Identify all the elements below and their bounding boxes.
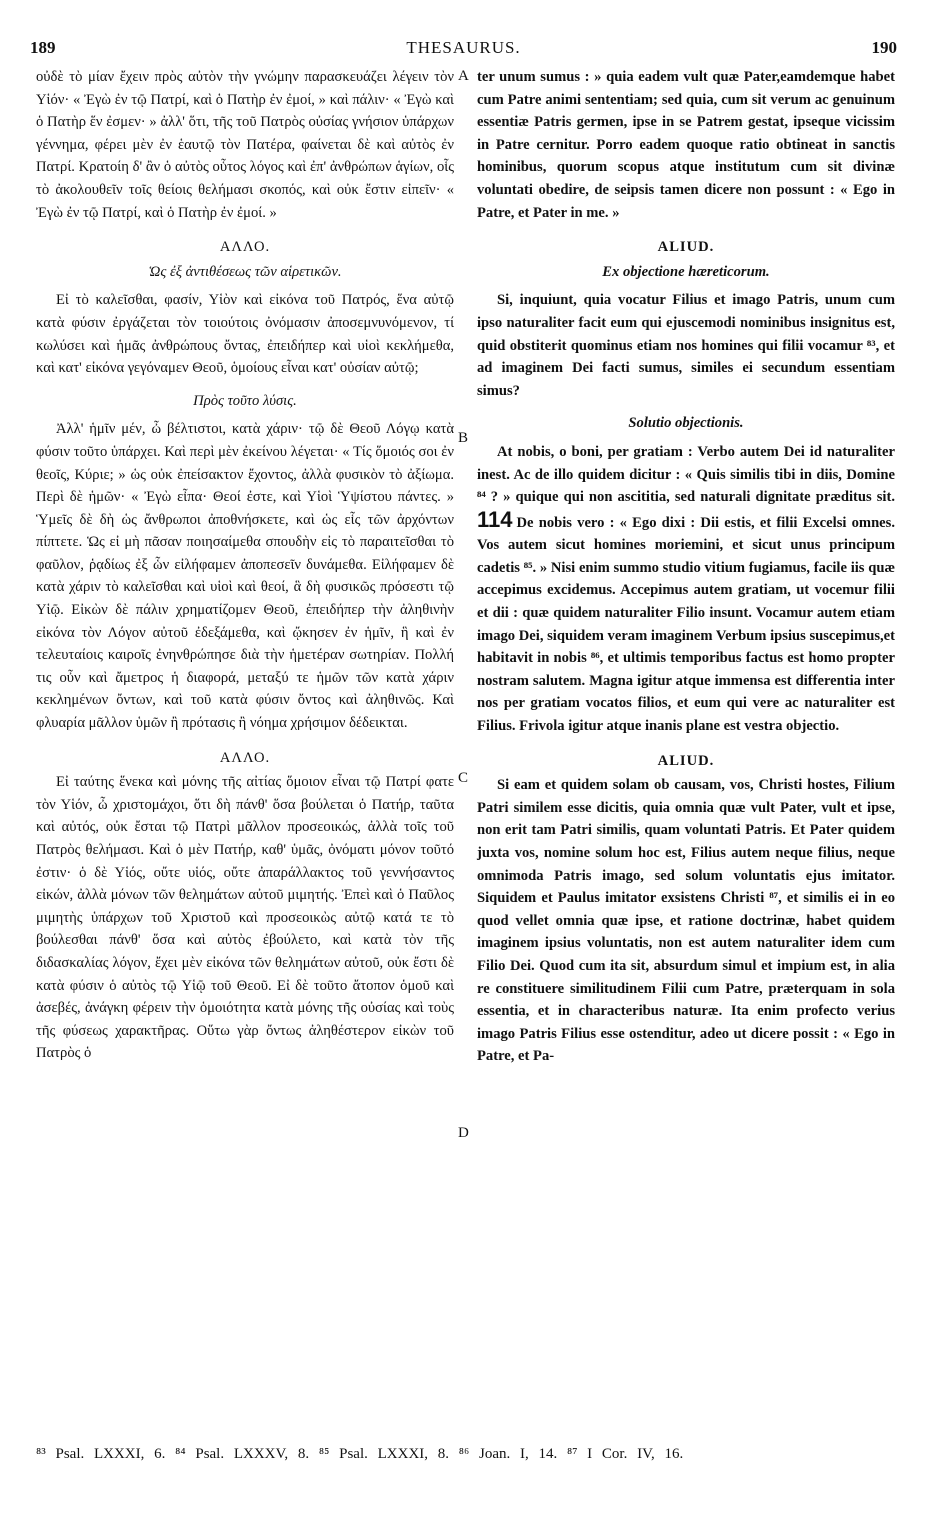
margin-letter-c: C	[458, 770, 469, 786]
latin-paragraph-3	[477, 441, 895, 738]
left-page-number: 189	[30, 38, 56, 57]
margin-letter-b: B	[458, 430, 469, 446]
latin-subheading-2: Solutio objectionis.	[628, 415, 744, 432]
greek-paragraph-1: οὐδὲ τὸ μίαν ἔχειν πρὸς αὐτὸν τὴν γνώμην παρασκευάζει λέγειν τὸν Υἱόν· « Ἐγὼ ἐν τῷ Πατρί, καὶ ὁ Πατὴρ ἐν ἐμοί, » καὶ πάλιν· « Ἐγὼ καὶ ὁ Πατὴρ ἕν ἐσμεν· » ἀλλ' ὅτι, τῆς τοῦ Πατρὸς οὐσίας γνήσιον ὑπάρχων γέννημα, φέρει μὲν ἐν ἑαυτῷ τὸν Πατέρα, φαίνεται δὲ καὶ αὐτὸς ἐν Πατρί. Κρατοίη δ' ἂν ὁ αὐτὸς οὗτος λόγος καὶ ἐπ' ἀνθρώπων ἁγίων, οἷς τὸ ἀκολουθεῖν τοῖς θείοις θελήμασι σκοπός, καὶ οὐκ ἔστιν εἰπεῖν· « Ἐγὼ ἐν τῷ Πατρί, καὶ ὁ Πατὴρ ἐν ἐμοί. »	[36, 69, 454, 221]
greek-paragraph-4: Εἰ ταύτης ἕνεκα καὶ μόνης τῆς αἰτίας ὅμοιον εἶναι τῷ Πατρί φατε τὸν Υἱόν, ὦ χριστομάχοι, ὅτι δὴ πάνθ' ὅσα βούλεται ὁ Πατήρ, ταῦτα καὶ αὐτός, οὐκ ἔσται τῷ Πατρὶ μᾶλλον προσεοικώς, ἀλλὰ τοῖς τοῦ Πατρὸς θελήμασι. Καὶ ὁ μὲν Πατήρ, καθ' ὑμᾶς, ὀνόματι μόνον τοῦτό ἐστιν· ὁ δὲ Υἱός, οὔτε υἱός, οὔτε ἀπαράλλακτος τοῦ γεννήσαντος εἰκών, ἀλλὰ μόνων τῶν θελημάτων αὐτοῦ μιμητής. Ἐπεὶ καὶ ὁ Παῦλος μιμητὴς ὑπάρχων τοῦ Χριστοῦ καὶ προσεοικὼς αὐτῷ κατά τε τὸ βούλεσθαι πάνθ' ὅσα καὶ αὐτὸς ἐβούλετο, καὶ κατὰ τὸν τῆς διδασκαλίας λόγον, ἔχει μὲν εἰκόνα τῶν θελημάτων αὐτοῦ, οὐκ ἔστι δὲ κατὰ φύσιν ὁ αὐτὸς τῷ Υἱῷ τοῦ Θεοῦ. Εἰ δὲ τοῦτο ἄτοπον ὁμοῦ καὶ ἀσεβές, ἀνάγκη φέρειν τὴν ὁμοιότητα κατὰ μόνης τῆς οὐσίας καὶ τοὺς τῆς φύσεως χαρακτῆρας. Οὕτω γὰρ ὄντως ἀληθέστερον εἰκὼν τοῦ Πατρὸς ὁ	[36, 774, 454, 1062]
greek-subheading-1: Ὡς ἐξ ἀντιθέσεως τῶν αἱρετικῶν.	[148, 263, 342, 280]
greek-heading-1: ΑΛΛΟ.	[219, 239, 271, 256]
right-page-number: 190	[871, 38, 897, 57]
latin-paragraph-2: Si, inquiunt, quia vocatur Filius et imago Patris, unum cum ipso naturaliter facit eum qui ejuscemodi nominibus insignitus est, quid obstiterit quominus etiam nos homines qui filii vocamur ⁸³, et ad imaginem Dei facti sumus, similes ei secundum essentiam simus?	[477, 292, 895, 399]
margin-letter-d: D	[458, 1125, 469, 1141]
greek-paragraph-3: Ἀλλ' ἡμῖν μέν, ὦ βέλτιστοι, κατὰ χάριν· τῷ δὲ Θεοῦ Λόγῳ κατὰ φύσιν τοῦτο ὑπάρχει. Καὶ περὶ μὲν ἐκείνου λέγεται· « Τίς ὅμοιός σοι ἐν θεοῖς, Κύριε; » ὡς οὐκ ἐπείσακτον ἔχοντος, ἀλλὰ φυσικὸν τὸ ἀξίωμα. Περὶ δὲ ἡμῶν· « Ἐγὼ εἶπα· Θεοί ἐστε, καὶ Υἱοὶ Ὑψίστου πάντες. » Ὑμεῖς δὲ δὴ ὡς ἄνθρωποι ἀποθνήσκετε, καὶ ὡς εἷς τῶν ἀρχόντων πίπτετε. Ὡς εἰ μὴ πᾶσαν ποιησαίμεθα σπουδὴν εἰς τὸ παραιτεῖσθαι τὸ φαῦλον, ῥᾳδίως ἐξ ὧν εἰλήφαμεν ἀποπεσεῖν δυνάμεθα. Εἰλήφαμεν δὲ κατὰ χάριν τὸ καλεῖσθαι καὶ υἱοὶ καὶ θεοί, ἃ δὴ φυσικῶς πρόσεστι τῷ Υἱῷ. Εἰκὼν δὲ πάλιν χρηματίζομεν Θεοῦ, ἐπειδήπερ τὴν ἀληθινὴν εἰκόνα τὸν Λόγον αὐτοῦ ἐδεξάμεθα, καὶ ᾤκησεν ἐν ἡμῖν, ἣ καὶ ἐν τελευταίοις καιροῖς ἐνηνθρώπησε διὰ τὴν ἡμετέραν σωτηρίαν. Πολλή τις οὖν καὶ ἄμετρος ἡ διαφορά, μεταξύ τε ἡμῶν τῶν κατὰ χάριν κεκλημένων ὄντων, καὶ τοῦ κατὰ φύσιν ὄντος καὶ ἀληθινῶς. Καὶ φλυαρία μᾶλλον ὑμῶν ἢ πρότασις ἢ νόημα χρήσιμον δέδεικται.	[36, 421, 454, 732]
running-title: THESAURUS.	[406, 38, 521, 57]
latin-heading-1: ALIUD.	[657, 239, 715, 256]
latin-paragraph-3b: De nobis vero : « Ego dixi : Dii estis, et filii Excelsi omnes. Vos autem sicut homines moriemini, et sicut unus principum cadetis ⁸⁵. » Nisi enim summo studio vitium fugiamus, facile iis quæ accepimus excidemus. Accepimus autem gratiam, ut vocemur filii et dii : quæ quidem naturaliter Filio insunt. Vocamur autem etiam imago Dei, siquidem veram imaginem Verbum ipsius suscepimus,et habitavit in nobis ⁸⁶, et ultimis temporibus factus est homo propter nostram salutem. Magna igitur atque immensa est differentia inter nos per gratiam vocatos filios, et eum qui vere ac naturaliter est Filius. Frivola igitur atque inanis plane est vestra objectio.	[477, 514, 895, 735]
greek-paragraph-2: Εἰ τὸ καλεῖσθαι, φασίν, Υἱὸν καὶ εἰκόνα τοῦ Πατρός, ἕνα αὐτῷ κατὰ φύσιν ἐργάζεται τὸν τοιούτοις ὀνόμασιν ἀποσεμνυνόμενον, τί κωλύσει καὶ ἡμᾶς ἀνθρώπους ὄντας, ἐπειδήπερ καὶ υἱοὶ κεκλήμεθα, καὶ κατ' εἰκόνα γεγόναμεν Θεοῦ, ὁμοίους εἶναι κατ' οὐσίαν αὐτῷ;	[36, 292, 454, 377]
column-marker: 114	[477, 506, 513, 532]
latin-column	[477, 66, 895, 1068]
latin-subheading-1: Ex objectione hæreticorum.	[602, 263, 770, 280]
latin-paragraph-3a: At nobis, o boni, per gratiam : Verbo autem Dei id naturaliter inest. Ac de illo quidem dicitur : « Quis similis tibi in diis, Domine ⁸⁴ ? » quique qui non ascititia, sed naturali dignitate præditus sit.	[477, 443, 895, 506]
running-header	[30, 38, 897, 62]
margin-letter-a: A	[458, 68, 469, 84]
footnotes: ⁸³ Psal. LXXXI, 6. ⁸⁴ Psal. LXXXV, 8. ⁸⁵ Psal. LXXXI, 8. ⁸⁶ Joan. I, 14. ⁸⁷ I Cor. IV, 16.	[36, 1446, 684, 1462]
greek-heading-2: ΑΛΛΟ.	[219, 749, 271, 766]
latin-paragraph-4: Si eam et quidem solam ob causam, vos, Christi hostes, Filium Patri similem esse dicitis, quia omnia quæ vult Pater, vult et ipse, non erit tam Patri similis, quam voluntati Patris. Et Pater quidem juxta vos, nomine solum hoc est, Filius autem neque filius, neque omnimoda Patris imago, sed solum voluntatis ejus imitator. Siquidem et Paulus imitator exsistens Christi ⁸⁷, et similis ei in eo quod vellet omnia quæ ipse, et ratione doctrinæ, habet quidem imaginem ipsius voluntatis, non est autem naturaliter idem cum Filio Dei. Quod cum ita sit, absurdum simul et impium est, in alia re constituere similitudinem Filii cum Patre, præterquam in sola essentia, et in characteribus naturæ. Ita enim profecto verius imago Patris Filius esse ostenditur, adeo ut dicere possit : « Ego in Patre, et Pa-	[477, 777, 895, 1065]
greek-subheading-2: Πρὸς τοῦτο λύσις.	[193, 392, 297, 409]
greek-column	[36, 66, 454, 1065]
latin-paragraph-1: ter unum sumus : » quia eadem vult quæ Pater,eamdemque habet cum Patre animi sententiam; sed quia, cum sit verum ac genuinum essentiæ Patris germen, ipse in se Patrem gestat, ipseque vicissim in Patre cernitur. Porro eadem quoque ratio obtineat in sanctis hominibus, quorum scopus atque institutum cum sit divinæ voluntati obedire, de seipsis tamen dicere non possunt : « Ego in Patre, et Pater in me. »	[477, 69, 895, 221]
latin-heading-2: ALIUD.	[657, 752, 715, 769]
